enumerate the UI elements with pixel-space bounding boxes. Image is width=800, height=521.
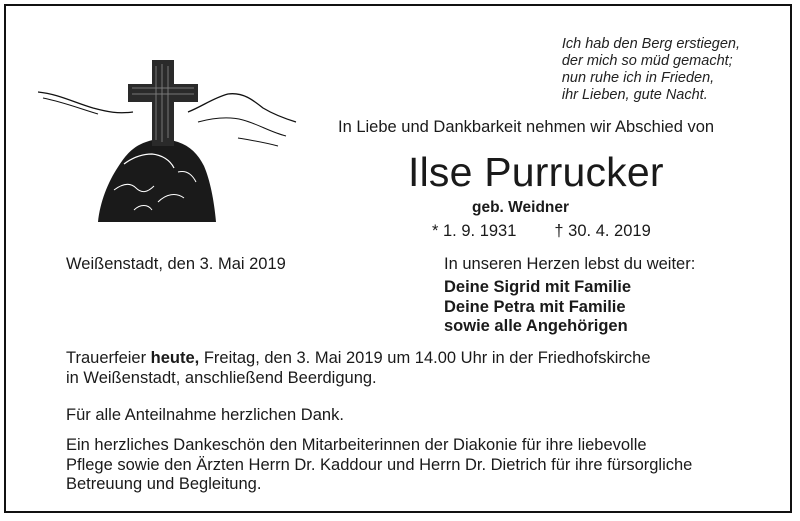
mourner-line: Deine Sigrid mit Familie (444, 278, 632, 296)
death-date: † 30. 4. 2019 (554, 222, 651, 240)
special-thanks-line: Betreuung und Begleitung. (66, 475, 262, 493)
mourner-line: sowie alle Angehörigen (444, 317, 628, 335)
maiden-name: geb. Weidner (472, 199, 570, 216)
special-thanks-line: Ein herzliches Dankeschön den Mitarbeiterinnen der Diakonie für ihre liebevolle (66, 436, 647, 454)
poem-line: ihr Lieben, gute Nacht. (561, 87, 708, 103)
thanks-line: Für alle Anteilnahme herzlichen Dank. (66, 406, 344, 424)
poem-line: Ich hab den Berg erstiegen, (561, 36, 740, 52)
service-today: heute, (150, 349, 200, 367)
life-dates (432, 222, 651, 241)
service-line (66, 349, 651, 369)
mountain-cross-icon (38, 42, 298, 222)
special-thanks-line: Pflege sowie den Ärzten Herrn Dr. Kaddour und Herrn Dr. Dietrich für ihre fürsorgliche (66, 455, 693, 474)
poem (562, 36, 740, 104)
poem-line: nun ruhe ich in Frieden, (561, 70, 715, 86)
mourner-line: Deine Petra mit Familie (444, 297, 626, 316)
deceased-name: Ilse Purrucker (408, 149, 664, 195)
farewell-intro: In Liebe und Dankbarkeit nehmen wir Abschied von (338, 118, 715, 136)
mourners-list (444, 278, 631, 337)
funeral-service-info (66, 349, 651, 388)
obituary-notice (4, 4, 792, 513)
birth-date: * 1. 9. 1931 (432, 222, 517, 240)
service-prefix: Trauerfeier (66, 349, 151, 367)
mourners-intro: In unseren Herzen lebst du weiter: (444, 255, 696, 273)
service-line: in Weißenstadt, anschließend Beerdigung. (66, 368, 377, 387)
poem-line: der mich so müd gemacht; (561, 53, 733, 69)
service-details: Freitag, den 3. Mai 2019 um 14.00 Uhr in der Friedhofskirche (199, 349, 651, 367)
place-and-date: Weißenstadt, den 3. Mai 2019 (66, 255, 286, 273)
special-thanks (66, 436, 692, 495)
